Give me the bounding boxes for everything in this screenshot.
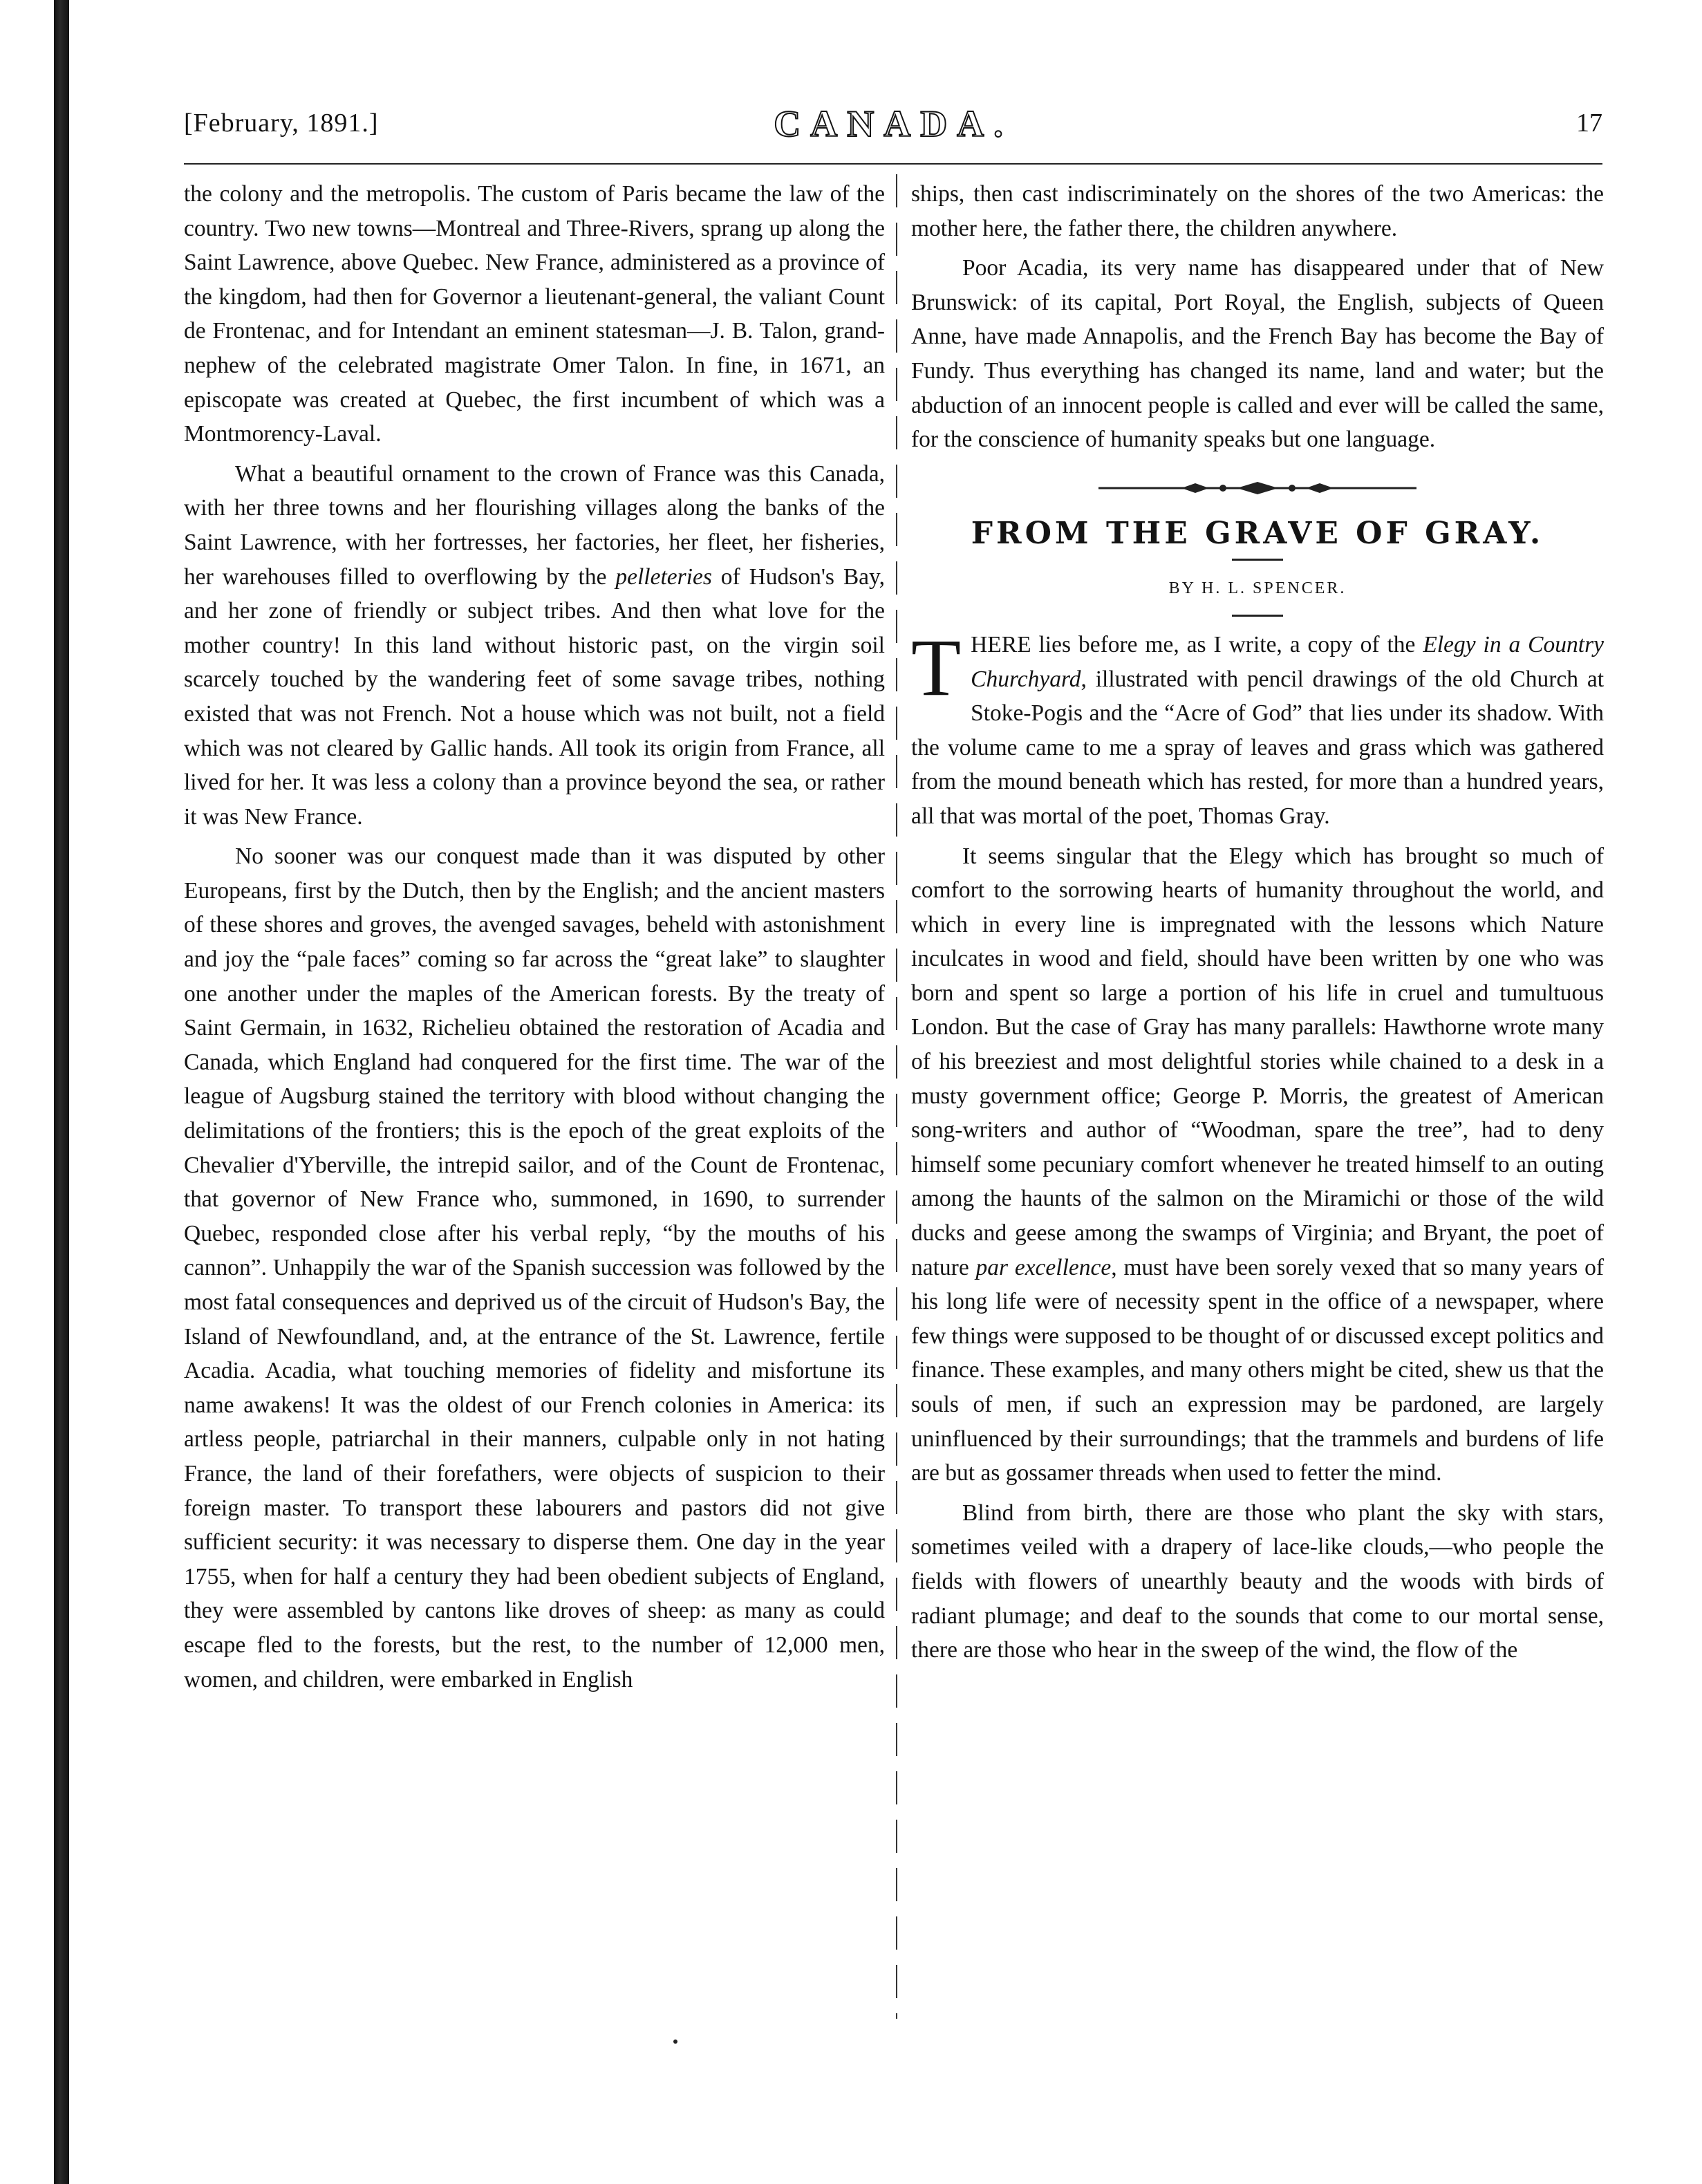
paragraph-text: of Hudson's Bay, and her zone of friendly or subject tribes. And then what love for the mother country! In this land without historic past, on the virgin soil scarcely touched by the wandering feet of some savage tribes, nothing existed that was not French. Not a house which was not built, not a field which was not cleared by Gallic hands. All took its origin from France, all lived for her. It was less a colony than a province beyond the sea, or rather it was New France.: [184, 563, 885, 830]
book-binding-edge: [54, 0, 69, 2184]
paragraph: Poor Acadia, its very name has disappeared under that of New Brunswick: of its capital, Port Royal, the English, subjects of Queen Anne, have made Annapolis, and the French Bay has become the Bay of Fundy. Thus everything has changed its name, land and water; but the abduction of an innocent people is called and ever will be called the same, for the conscience of humanity speaks but one language.: [911, 255, 1604, 453]
running-header: [184, 102, 1602, 151]
left-column: [184, 177, 885, 1697]
opening-paragraph: [911, 622, 1604, 834]
column-divider: [896, 174, 897, 2019]
paragraph: Blind from birth, there are those who plant the sky with stars, sometimes veiled with a drapery of lace-like clouds,—who people the fields with flowers of unearthly beauty and the woods with birds of radiant plumage; and deaf to the sounds that come to our mortal sense, there are those who hear in the sweep of the wind, the flow of the: [911, 1500, 1604, 1663]
masthead-title: CANADA.: [774, 103, 1013, 144]
article-title: FROM THE GRAVE OF GRAY.: [971, 515, 1544, 551]
article-byline: BY H. L. SPENCER.: [1168, 579, 1347, 598]
paragraph: ships, then cast indiscriminately on the shores of the two Americas: the mother here, the father there, the children anywhere.: [911, 181, 1604, 241]
paragraph-text: HERE lies before me, as I write, a copy of the: [971, 631, 1423, 657]
title-rule: [1232, 559, 1283, 561]
book-title: Elegy in a Country Churchyard: [971, 631, 1604, 692]
header-rule: [184, 163, 1602, 165]
print-speck: [673, 2040, 677, 2044]
right-column: [911, 177, 1604, 1668]
paragraph-text: What a beautiful ornament to the crown of France was this Canada, with her three towns and her flourishing villages along the banks of the Saint Lawrence, with her fortresses, her factories, her fleet, her fisheries, her warehouses filled to overflowing by the: [184, 460, 885, 590]
byline-rule: [1232, 615, 1283, 617]
paragraph-text: It seems singular that the Elegy which has brought so much of comfort to the sorrowing hearts of humanity throughout the world, and which in every line is impregnated with the lessons which Nature inculcates in wood and field, should have been written by one who was born and spent so large a portion of his life in cruel and tumultuous London. But the case of Gray has many parallels: Hawthorne wrote many of his breeziest and most delightful stories while chained to a desk in a musty government office; George P. Morris, the greatest of American song-writers and author of “Woodman, spare the tree”, had to deny himself some pecuniary comfort whenever he treated himself to an outing among the haunts of the salmon on the Miramichi or those of the wild ducks and geese among the swamps of Virginia; and Bryant, the poet of nature: [911, 843, 1604, 1280]
paragraph-text: , illustrated with pencil drawings of the old Church at Stoke-Pogis and the “Acre of God” that lies under its shadow. With the volume came to me a spray of leaves and grass which was gathered from the mound beneath which has rested, for more than a hundred years, all that was mortal of the poet, Thomas Gray.: [911, 666, 1604, 829]
italic-phrase: par excellence: [975, 1254, 1112, 1280]
italic-word: pelleteries: [615, 563, 712, 590]
drop-cap: T: [911, 622, 962, 713]
paragraph: [911, 839, 1604, 1491]
paragraph: No sooner was our conquest made than it was disputed by other Europeans, first by the Dutch, then by the English; and the ancient masters of these shores and groves, the avenged savages, beheld with astonishment and joy the “pale faces” coming so far across the “great lake” to slaughter one another under the maples of the American forests. By the treaty of Saint Germain, in 1632, Richelieu obtained the restoration of Acadia and Canada, which England had conquered for the first time. The war of the league of Augsburg stained the territory with blood without changing the delimitations of the frontiers; this is the epoch of the great exploits of the Chevalier d'Yberville, the intrepid sailor, and of the Count de Frontenac, that governor of New France who, summoned, in 1690, to surrender Quebec, responded close after his verbal reply, “by the mouths of his cannon”. Unhappily the war of the Spanish succession was followed by the most fatal consequences and deprived us of the circuit of Hudson's Bay, the Island of Newfoundland, and, at the entrance of the St. Lawrence, fertile Acadia. Acadia, what touching memories of fidelity and misfortune its name awakens! It was the oldest of our French colonies in America: its artless people, patriarchal in their manners, culpable only in not hating France, the land of their forefathers, were objects of suspicion to their foreign master. To transport these labourers and pastors did not give sufficient security: it was necessary to disperse them. One day in the year 1755, when for half a century they had been obedient subjects of England, they were assembled by cantons like droves of sheep: as many as could escape fled to the forests, but the rest, to the number of 12,000 men, women, and children, were embarked in English: [184, 843, 885, 1692]
paragraph: [184, 457, 885, 834]
paragraph-text: , must have been sorely vexed that so many years of his long life were of necessity spent in the office of a newspaper, where few things were supposed to be thought of or discussed except politics and finance. These examples, and many others might be cited, shew us that the souls of men, if such an expression may be pardoned, are largely uninfluenced by their surroundings; that the trammels and burdens of life are but as gossamer threads when used to fetter the mind.: [911, 1254, 1605, 1486]
ornamental-divider: [1098, 480, 1416, 496]
paragraph: the colony and the metropolis. The custom of Paris became the law of the country. Two new towns—Montreal and Three-Rivers, sprang up along the Saint Lawrence, above Quebec. New France, administered as a province of the kingdom, had then for Governor a lieutenant-general, the valiant Count de Frontenac, and for Intendant an eminent statesman—J. B. Talon, grand-nephew of the celebrated magistrate Omer Talon. In fine, in 1671, an episcopate was created at Quebec, the first incumbent of which was a Montmorency-Laval.: [184, 181, 885, 447]
page-number: 17: [1576, 109, 1602, 138]
issue-date: [February, 1891.]: [184, 109, 379, 138]
